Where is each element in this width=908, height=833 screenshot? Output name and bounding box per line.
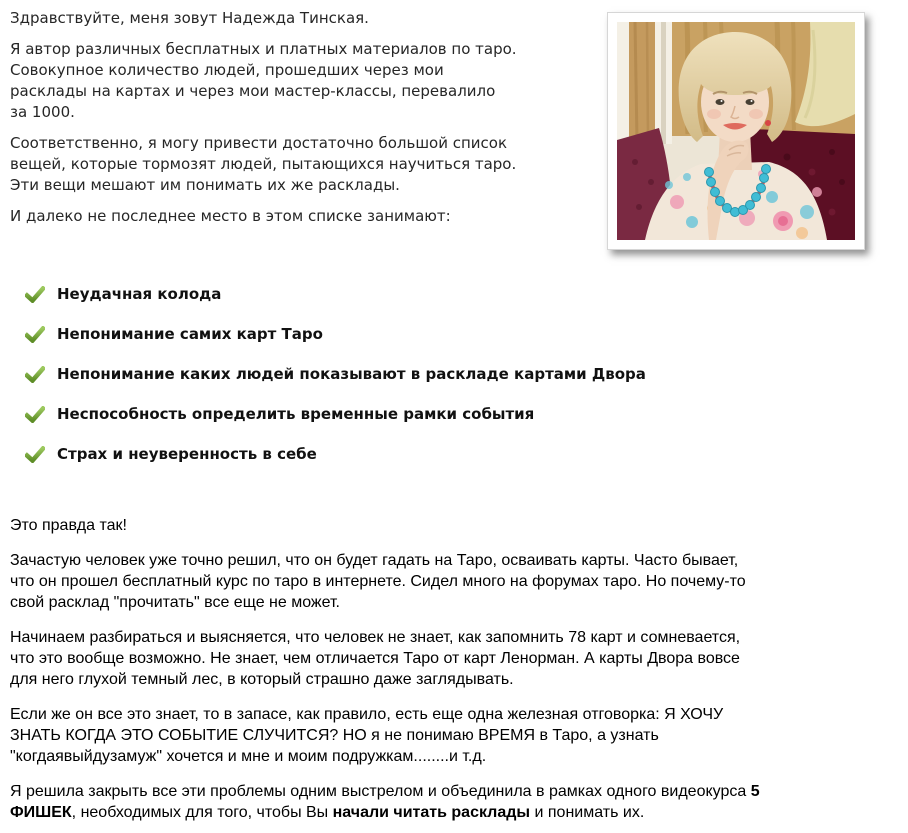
article-paragraph-affirmation — [10, 515, 905, 536]
intro-line: И далеко не последнее место в этом списке занимают: — [10, 207, 451, 225]
article-line: Зачастую человек уже точно решил, что он будет гадать на Таро, осваивать карты. Часто бывает, — [10, 552, 739, 569]
article-line: что он прошел бесплатный курс по таро в интернете. Сидел много на форумах таро. Но почему-то — [10, 573, 746, 590]
article-text-bold: 5 — [750, 783, 760, 800]
earring — [765, 120, 771, 126]
checkmark-icon — [25, 326, 45, 343]
article-text: и понимать их. — [530, 804, 645, 821]
intro-paragraph-list-intro — [10, 133, 595, 196]
article-line: что это вообще возможно. Не знает, чем отличается Таро от карт Ленорман. А карты Двора вовсе — [10, 650, 740, 667]
intro-paragraph-author — [10, 39, 595, 123]
intro-paragraph-lead-in — [10, 206, 595, 227]
checkmark-icon — [25, 286, 45, 303]
intro-line: Соответственно, я могу привести достаточно большой список — [10, 134, 508, 152]
checklist-item — [25, 283, 646, 305]
checklist-item-label: Неудачная колода — [57, 285, 222, 303]
article-line: Если же он все это знает, то в запасе, как правило, есть еще одна железная отговорка: Я ХОЧУ — [10, 706, 724, 723]
intro-block — [10, 8, 595, 237]
article-line — [10, 802, 905, 823]
intro-line: Эти вещи мешают им понимать их же расклады. — [10, 176, 400, 194]
checklist-item — [25, 323, 646, 345]
article-paragraph-excuse — [10, 704, 905, 767]
checklist-item — [25, 443, 646, 465]
article-line: "когдаявыйдузамуж" хочется и мне и моим подружкам........и т.д. — [10, 748, 487, 765]
article-paragraph-solution — [10, 781, 905, 823]
intro-line: Совокупное количество людей, прошедших через мои — [10, 61, 444, 79]
checklist-item-label: Неспособность определить временные рамки события — [57, 405, 535, 423]
checklist — [25, 283, 646, 483]
checklist-item-label: Непонимание самих карт Таро — [57, 325, 323, 343]
intro-line: за 1000. — [10, 103, 75, 121]
intro-line: Здравствуйте, меня зовут Надежда Тинская. — [10, 9, 369, 27]
intro-paragraph-greeting — [10, 8, 595, 29]
portrait-photo — [607, 12, 865, 250]
checklist-item-label: Непонимание каких людей показывают в раскладе картами Двора — [57, 365, 646, 383]
article-text-bold: начали читать расклады — [332, 804, 531, 821]
article-line: ЗНАТЬ КОГДА ЭТО СОБЫТИЕ СЛУЧИТСЯ? НО я не понимаю ВРЕМЯ в Таро, а узнать — [10, 727, 659, 744]
article-line: для него глухой темный лес, в который страшно даже заглядывать. — [10, 671, 514, 688]
article-block — [10, 515, 905, 833]
article-line: Это правда так! — [10, 517, 127, 534]
article-text: Я решила закрыть все эти проблемы одним выстрелом и объединила в рамках одного видеокурса — [10, 783, 751, 800]
checkmark-icon — [25, 406, 45, 423]
article-text-bold: ФИШЕК — [10, 804, 72, 821]
intro-line: вещей, которые тормозят людей, пытающихся научиться таро. — [10, 155, 517, 173]
article-line — [10, 781, 905, 802]
portrait-illustration — [617, 22, 855, 240]
intro-line: расклады на картах и через мои мастер-классы, перевалило — [10, 82, 496, 100]
checklist-item — [25, 403, 646, 425]
intro-line: Я автор различных бесплатных и платных материалов по таро. — [10, 40, 517, 58]
article-line: свой расклад "прочитать" все еще не может. — [10, 594, 340, 611]
article-line: Начинаем разбираться и выясняется, что человек не знает, как запомнить 78 карт и сомневается, — [10, 629, 741, 646]
checklist-item — [25, 363, 646, 385]
article-text: , необходимых для того, чтобы Вы — [71, 804, 333, 821]
article-paragraph-diagnosis — [10, 627, 905, 690]
checkmark-icon — [25, 446, 45, 463]
checkmark-icon — [25, 366, 45, 383]
checklist-item-label: Страх и неуверенность в себе — [57, 445, 317, 463]
article-paragraph-typical-case — [10, 550, 905, 613]
